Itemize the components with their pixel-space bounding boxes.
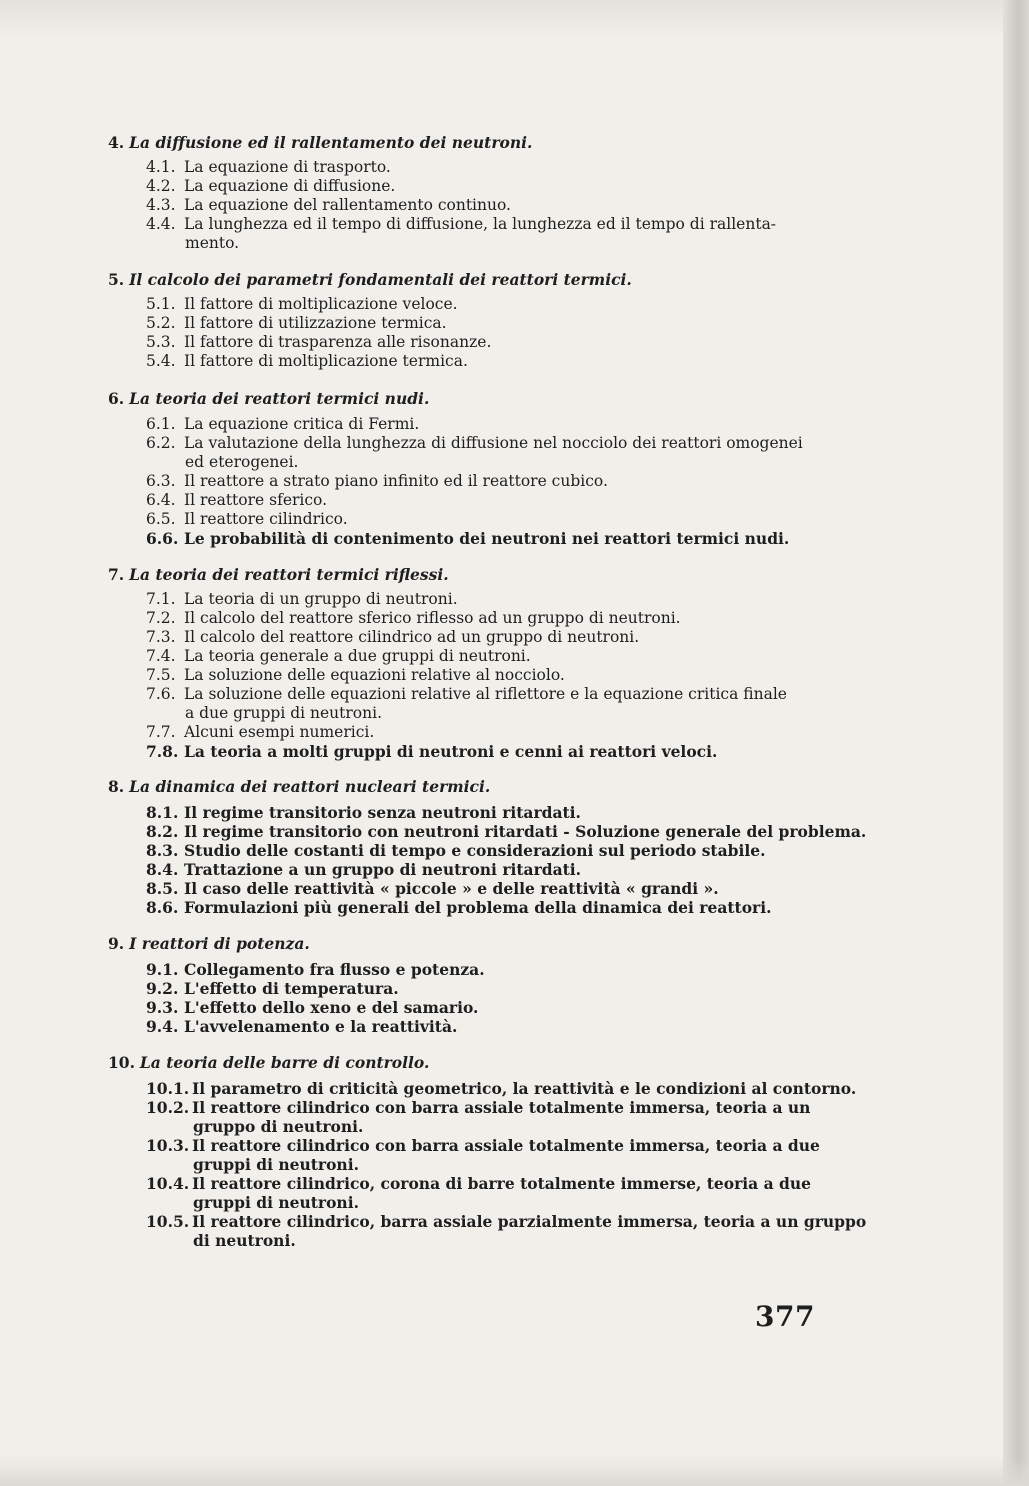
section-number: 7. xyxy=(108,565,125,584)
section-number: 10. xyxy=(108,1053,135,1072)
subsection-item: 10.2. Il reattore cilindrico con barra assiale totalmente immersa, teoria a un xyxy=(146,1098,811,1117)
section-title: La teoria dei reattori termici riflessi. xyxy=(129,565,449,584)
subsection-item: 6.1. La equazione critica di Fermi. xyxy=(146,415,420,433)
section-heading xyxy=(108,133,532,153)
scan-bottom-shade xyxy=(0,1456,1029,1486)
section-number: 8. xyxy=(108,777,125,796)
subsection-item: 6.6. Le probabilità di contenimento dei neutroni nei reattori termici nudi. xyxy=(146,529,790,548)
subsection-item: 7.7. Alcuni esempi numerici. xyxy=(146,723,375,741)
scan-top-shade xyxy=(0,0,1029,40)
section-title: La dinamica dei reattori nucleari termici. xyxy=(129,777,491,796)
subsection-item: 7.6. La soluzione delle equazioni relative al riflettore e la equazione critica finale xyxy=(146,685,787,703)
subsection-item: 4.3. La equazione del rallentamento continuo. xyxy=(146,196,511,214)
section-heading xyxy=(108,565,449,585)
page-number: 377 xyxy=(755,1300,815,1333)
subsection-item: 8.6. Formulazioni più generali del problema della dinamica dei reattori. xyxy=(146,898,772,917)
subsection-item: 8.3. Studio delle costanti di tempo e considerazioni sul periodo stabile. xyxy=(146,841,766,860)
subsection-item: 6.2. La valutazione della lunghezza di diffusione nel nocciolo dei reattori omogenei xyxy=(146,434,803,452)
section-heading xyxy=(108,934,310,954)
section-number: 4. xyxy=(108,133,125,152)
subsection-item: 7.5. La soluzione delle equazioni relative al nocciolo. xyxy=(146,666,565,684)
section-heading xyxy=(108,389,429,409)
section-title: Il calcolo dei parametri fondamentali dei reattori termici. xyxy=(129,270,632,289)
subsection-continuation: ed eterogenei. xyxy=(185,453,299,471)
subsection-continuation: a due gruppi di neutroni. xyxy=(185,704,382,722)
section-heading xyxy=(108,1053,429,1073)
subsection-item: 8.5. Il caso delle reattività « piccole » e delle reattività « grandi ». xyxy=(146,879,719,898)
subsection-item: 5.1. Il fattore di moltiplicazione veloce. xyxy=(146,295,458,313)
subsection-item: 9.2. L'effetto di temperatura. xyxy=(146,979,399,998)
subsection-item: 9.1. Collegamento fra flusso e potenza. xyxy=(146,960,485,979)
subsection-item: 4.1. La equazione di trasporto. xyxy=(146,158,391,176)
subsection-continuation: mento. xyxy=(185,234,240,252)
subsection-item: 5.2. Il fattore di utilizzazione termica. xyxy=(146,314,447,332)
subsection-item: 8.4. Trattazione a un gruppo di neutroni ritardati. xyxy=(146,860,582,879)
subsection-item: 5.3. Il fattore di trasparenza alle risonanze. xyxy=(146,333,492,351)
subsection-item: 7.2. Il calcolo del reattore sferico riflesso ad un gruppo di neutroni. xyxy=(146,609,681,627)
subsection-continuation: gruppi di neutroni. xyxy=(193,1155,359,1174)
subsection-item: 7.1. La teoria di un gruppo di neutroni. xyxy=(146,590,458,608)
subsection-item: 10.4. Il reattore cilindrico, corona di barre totalmente immerse, teoria a due xyxy=(146,1174,812,1193)
subsection-continuation: di neutroni. xyxy=(193,1231,296,1250)
subsection-item: 9.3. L'effetto dello xeno e del samario. xyxy=(146,998,479,1017)
subsection-item: 4.4. La lunghezza ed il tempo di diffusione, la lunghezza ed il tempo di rallenta- xyxy=(146,215,777,233)
section-heading xyxy=(108,270,632,290)
subsection-item: 7.4. La teoria generale a due gruppi di neutroni. xyxy=(146,647,531,665)
section-title: I reattori di potenza. xyxy=(129,934,310,953)
section-number: 9. xyxy=(108,934,125,953)
page-edge xyxy=(1003,0,1029,1486)
subsection-item: 6.3. Il reattore a strato piano infinito ed il reattore cubico. xyxy=(146,472,608,490)
section-title: La diffusione ed il rallentamento dei neutroni. xyxy=(129,133,533,152)
subsection-item: 9.4. L'avvelenamento e la reattività. xyxy=(146,1017,458,1036)
subsection-item: 10.3. Il reattore cilindrico con barra assiale totalmente immersa, teoria a due xyxy=(146,1136,820,1155)
subsection-item: 4.2. La equazione di diffusione. xyxy=(146,177,396,195)
subsection-item: 7.8. La teoria a molti gruppi di neutroni e cenni ai reattori veloci. xyxy=(146,742,718,761)
subsection-item: 10.5. Il reattore cilindrico, barra assiale parzialmente immersa, teoria a un gruppo xyxy=(146,1212,867,1231)
subsection-item: 6.5. Il reattore cilindrico. xyxy=(146,510,348,528)
subsection-item: 8.2. Il regime transitorio con neutroni ritardati - Soluzione generale del problema. xyxy=(146,822,867,841)
section-number: 6. xyxy=(108,389,125,408)
subsection-item: 6.4. Il reattore sferico. xyxy=(146,491,328,509)
subsection-continuation: gruppo di neutroni. xyxy=(193,1117,364,1136)
subsection-item: 7.3. Il calcolo del reattore cilindrico ad un gruppo di neutroni. xyxy=(146,628,640,646)
section-title: La teoria delle barre di controllo. xyxy=(139,1053,430,1072)
section-title: La teoria dei reattori termici nudi. xyxy=(129,389,430,408)
section-number: 5. xyxy=(108,270,125,289)
subsection-item: 8.1. Il regime transitorio senza neutroni ritardati. xyxy=(146,803,581,822)
section-heading xyxy=(108,777,490,797)
subsection-continuation: gruppi di neutroni. xyxy=(193,1193,359,1212)
subsection-item: 5.4. Il fattore di moltiplicazione termica. xyxy=(146,352,468,370)
subsection-item: 10.1. Il parametro di criticità geometrico, la reattività e le condizioni al contorno. xyxy=(146,1079,857,1098)
